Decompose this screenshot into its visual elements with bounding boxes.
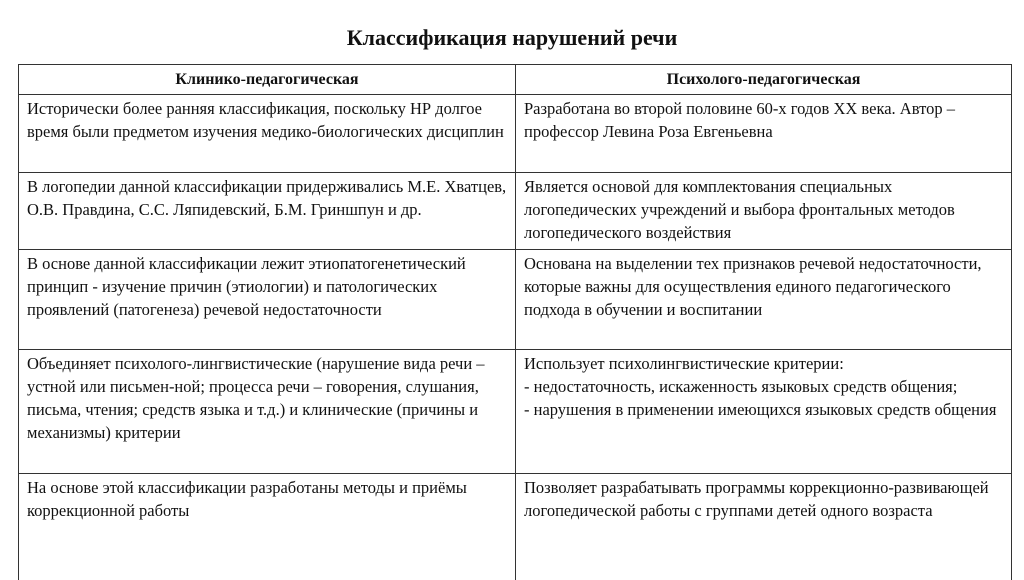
- page-title: Классификация нарушений речи: [0, 24, 1024, 52]
- clinical-cell: [19, 474, 516, 580]
- psychological-cell: [516, 474, 1012, 580]
- table-row: [19, 95, 1012, 173]
- cell-text: Использует психолингвистические критерии:: [524, 352, 1003, 375]
- psychological-cell: [516, 250, 1012, 350]
- cell-text: В основе данной классификации лежит этиопатогенетический принцип - изучение причин (этиологии) и патологических проявлений (патогенеза) речевой недостаточности: [27, 252, 507, 321]
- cell-text: - нарушения в применении имеющихся языковых средств общения: [524, 398, 1003, 421]
- cell-text: В логопедии данной классификации придерживались М.Е. Хватцев, О.В. Правдина, С.С. Ляпидевский, Б.М. Гриншпун и др.: [27, 175, 507, 221]
- psychological-cell: [516, 173, 1012, 250]
- psychological-cell: [516, 350, 1012, 474]
- cell-text: Исторически более ранняя классификация, поскольку НР долгое время были предметом изучения медико-биологических дисциплин: [27, 97, 507, 143]
- table-row: [19, 350, 1012, 474]
- cell-text: Разработана во второй половине 60-х годов XX века. Автор – профессор Левина Роза Евгеньевна: [524, 97, 1003, 143]
- table-row: [19, 173, 1012, 250]
- cell-text: Является основой для комплектования специальных логопедических учреждений и выбора фронтальных методов логопедического воздействия: [524, 175, 1003, 244]
- clinical-cell: [19, 95, 516, 173]
- clinical-cell: [19, 250, 516, 350]
- cell-text: Основана на выделении тех признаков речевой недостаточности, которые важны для осуществления единого педагогического подхода в обучении и воспитании: [524, 252, 1003, 321]
- table-row: [19, 250, 1012, 350]
- cell-text: - недостаточность, искаженность языковых средств общения;: [524, 375, 1003, 398]
- header-psychological-pedagogical: Психолого-педагогическая: [516, 65, 1012, 95]
- table-row: [19, 474, 1012, 580]
- cell-text: На основе этой классификации разработаны методы и приёмы коррекционной работы: [27, 476, 507, 522]
- cell-text: Позволяет разрабатывать программы коррекционно-развивающей логопедической работы с группами детей одного возраста: [524, 476, 1003, 522]
- cell-text: Объединяет психолого-лингвистические (нарушение вида речи – устной или письмен-ной; процесса речи – говорения, слушания, письма, чтения; средств языка и т.д.) и клинические (причины и механизмы) критерии: [27, 352, 507, 444]
- classification-table: [18, 64, 1012, 580]
- clinical-cell: [19, 173, 516, 250]
- table-header-row: [19, 65, 1012, 95]
- header-clinical-pedagogical: Клинико-педагогическая: [19, 65, 516, 95]
- clinical-cell: [19, 350, 516, 474]
- psychological-cell: [516, 95, 1012, 173]
